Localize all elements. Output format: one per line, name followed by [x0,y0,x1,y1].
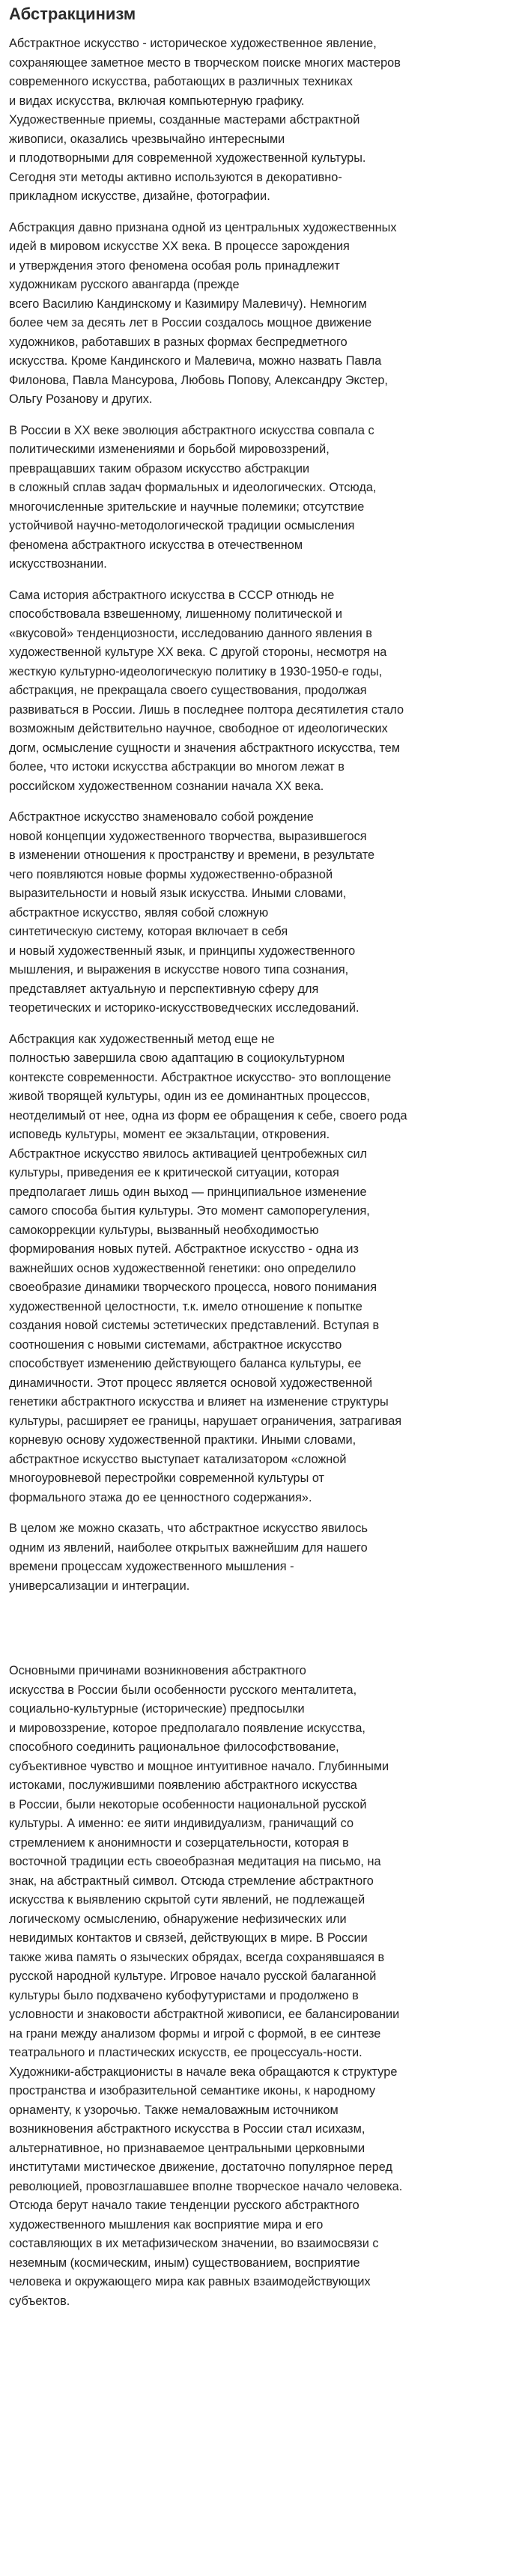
paragraph-conclusion: В целом же можно сказать, что абстрактное искусство явилось одним из явлений, наиболее открытых важнейшим для нашего времени процессам художественного мышления - универсализации и интеграции. [9,1522,368,1593]
paragraph-causes: Основными причинами возникновения абстрактного искусства в России были особенности русского менталитета, социально-культурные (исторические) предпосылки и мировоззрение, которое предполагало появление искусства, способного соединить рациональное философствование, субъективное чувство и мощное интуитивное начало. Глубинными истоками, послужившими появлению абстрактного искусства в России, были некоторые особенности национальной русской культуры. А именно: ее яити индивидуализм, граничащий со стремлением к анонимности и созерцательности, которая в восточной традиции есть своеобразная медитация на письмо, на знак, на абстрактный символ. Отсюда стремление абстрактного искусства к выявлению скрытой сути явлений, не подлежащей логическому осмыслению, обнаружение нефизических или невидимых контактов и связей, действующих в мире. В России также жива память о языческих обрядах, всегда сохранявшаяся в русской народной культуре. Игровое начало русской балаганной культуры было подхвачено кубофутуристами и продолжено в условности и знаковости абстрактной живописи, ее балансировании на грани между анализом формы и игрой с формой, в ее синтезе театрального и пластических искусств, ее процессуаль-ности. Художники-абстракционисты в начале века обращаются к структуре пространства и изобразительной семантике иконы, к народному орнаменту, к узорочью. Также немаловажным источником возникновения абстрактного искусства в России стал исихазм, альтернативное, но признаваемое центральными церковными институтами мистическое движение, достаточно популярное перед революцией, провозглашавшее вполне творческое начало человека. Отсюда берут начало такие тенденции русского абстрактного художественного мышления как восприятие мира и его составляющих в их метафизическом значении, во взаимосвязи с неземным (космическим, иным) существованием, восприятие человека и окружающего мира как равных взаимодействующих субъектов. [9,1664,403,2308]
paragraph-new-concept: Абстрактное искусство знаменовало собой рождение новой концепции художественного творчества, выразившегося в изменении отношения к пространству и времени, в результате чего появляются новые формы художественно-образной выразительности и новый язык искусства. Иными словами, абстрактное искусство, являя собой сложную синтетическую систему, которая включает в себя и новый художественный язык, и принципы художественного мышления, и выражения в искусстве нового типа сознания, представляет актуальную и перспективную сферу для теоретических и историко-искусствоведческих исследований. [9,810,375,1015]
paragraph-central-idea: Абстракция давно признана одной из центральных художественных идей в мировом искусстве XX века. В процессе зарождения и утверждения этого феномена особая роль принадлежит художникам русского авангарда (прежде всего Василию Кандинскому и Казимиру Малевичу). Немногим более чем за десять лет в России создалось мощное движение художников, работавших в разных формах беспредметного искусства. Кроме Кандинского и Малевича, можно назвать Павла Филонова, Павла Мансурова, Любовь Попову, Александру Экстер, Ольгу Розанову и других. [9,220,397,406]
paragraph-method: Абстракция как художественный метод еще не полностью завершила свою адаптацию в социокультурном контексте современности. Абстрактное искусство- это воплощение живой творящей культуры, один из ее доминантных процессов, неотделимый от нее, одна из форм ее обращения к себе, своего рода исповедь культуры, момент ее экзальтации, откровения. Абстрактное искусство явилось активацией центробежных сил культуры, приведения ее к критической ситуации, которая предполагает лишь один выход — принципиальное изменение самого способа бытия культуры. Это момент самопорегуления, самокоррекции культуры, вызванный необходимостью формирования новых путей. Абстрактное искусство - одна из важнейших основ художественной генетики: оно определило своеобразие динамики творческого процесса, нового понимания художественной целостности, т.к. имело отношение к попытке создания новой системы эстетических представлений. Вступая в соотношения с новыми системами, абстрактное искусство способствует изменению действующего баланса культуры, ее динамичности. Этот процесс является основой художественной генетики абстрактного искусства и влияет на изменение структуры культуры, расширяет ее границы, нарушает ограничения, затрагивая корневую основу художественной практики. Иными словами, абстрактное искусство выступает катализатором «сложной многоуровневой перестройки современной культуры от формального этажа до ее ценностного содержания». [9,1032,407,1504]
page-title: Абстракцинизм [9,4,136,23]
paragraph-russia-evolution: В России в XX веке эволюция абстрактного искусства совпала с политическими изменениями и борьбой мировоззрений, превращавших таким образом искусство абстракции в сложный сплав задач формальных и идеологических. Отсюда, многочисленные зрительские и научные полемики; отсутствие устойчивой научно-методологической традиции осмысления феномена абстрактного искусства в отечественном искусствознании. [9,423,377,571]
section-gap [9,1608,516,1662]
paragraph-intro: Абстрактное искусство - историческое художественное явление, сохраняющее заметное место в творческом поиске многих мастеров современного искусства, работающих в различных техниках и видах искусства, включая компьютерную графику. Художественные приемы, созданные мастерами абстрактной живописи, оказались чрезвычайно интересными и плодотворными для современной художественной культуры. Сегодня эти методы активно используются в декоративно- прикладном искусстве, дизайне, фотографии. [9,37,401,203]
paragraph-ussr-history: Сама история абстрактного искусства в СССР отнюдь не способствовала взвешенному, лишенному политической и «вкусовой» тенденциозности, исследованию данного явления в художественной культуре XX века. С другой стороны, несмотря на жесткую культурно-идеологическую политику в 1930-1950-е годы, абстракция, не прекращала своего существования, продолжая развиваться в России. Лишь в последнее полтора десятилетия стало возможным действительно научное, свободное от идеологических догм, осмысление сущности и значения абстрактного искусства, тем более, что истоки искусства абстракции во многом лежат в российском художественном сознании начала XX века. [9,588,404,793]
